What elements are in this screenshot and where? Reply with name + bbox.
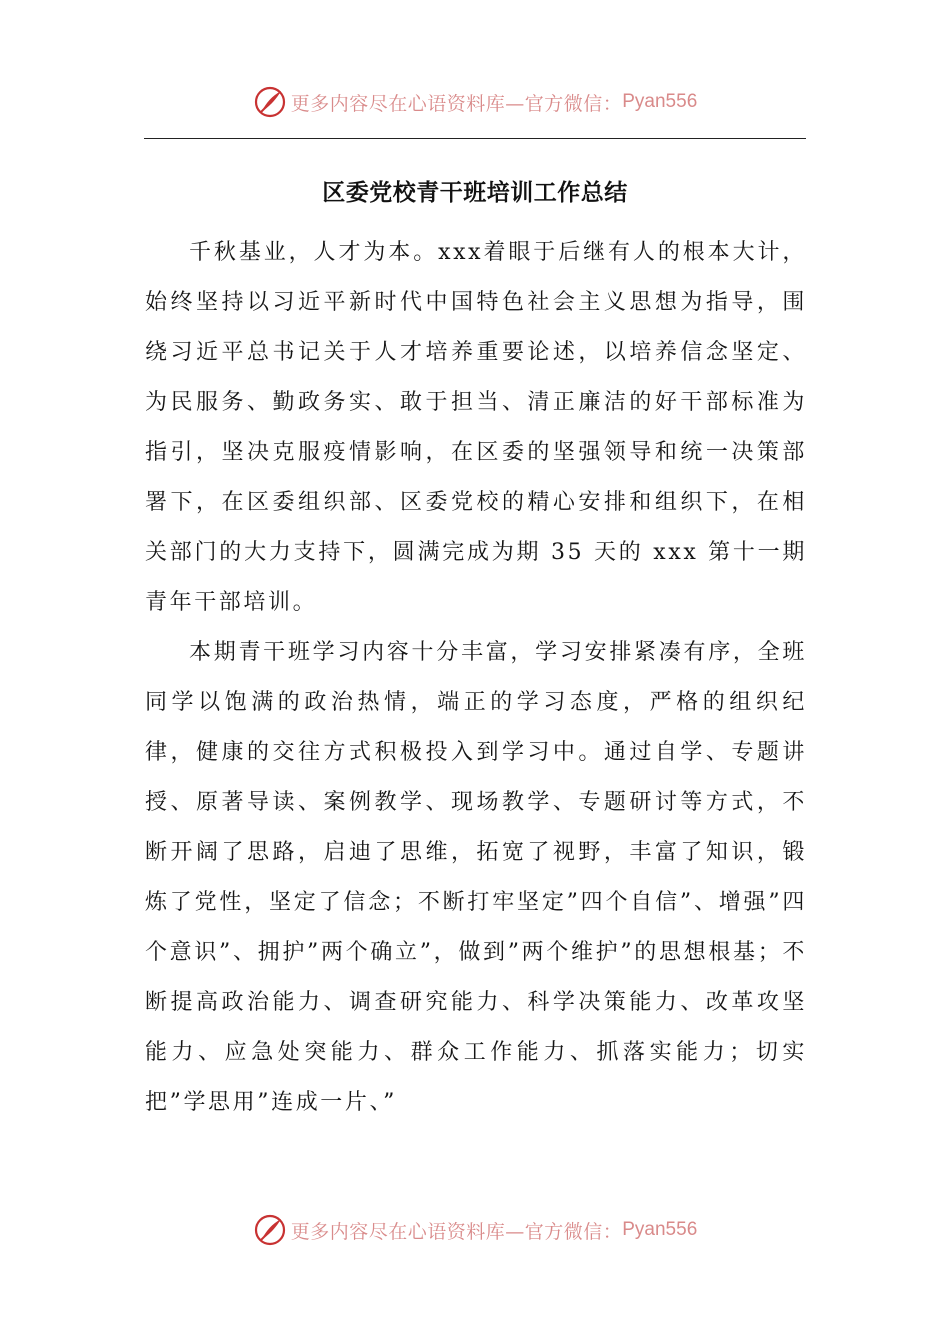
header-divider xyxy=(144,138,806,139)
watermark-handle: Pyan556 xyxy=(622,1219,698,1240)
quill-pen-logo-icon xyxy=(253,1213,287,1247)
document-body xyxy=(145,228,807,1128)
footer-watermark-banner xyxy=(0,1210,950,1250)
watermark-text: 更多内容尽在心语资料库—官方微信： xyxy=(290,1220,623,1243)
paragraph: 本期青干班学习内容十分丰富，学习安排紧凑有序，全班同学以饱满的政治热情，端正的学习态度，严格的组织纪律，健康的交往方式积极投入到学习中。通过自学、专题讲授、原著导读、案例教学、现场教学、专题研讨等方式，不断开阔了思路，启迪了思维，拓宽了视野，丰富了知识，锻炼了党性，坚定了信念；不断打牢坚定”四个自信”、增强”四个意识”、拥护”两个确立”，做到”两个维护”的思想根基；不断提高政治能力、调查研究能力、科学决策能力、改革攻坚能力、应急处突能力、群众工作能力、抓落实能力；切实把”学思用”连成一片、” xyxy=(145,640,807,1115)
paragraph: 千秋基业，人才为本。xxx着眼于后继有人的根本大计，始终坚持以习近平新时代中国特色社会主义思想为指导，围绕习近平总书记关于人才培养重要论述，以培养信念坚定、为民服务、勤政务实、敢于担当、清正廉洁的好干部标准为指引，坚决克服疫情影响，在区委的坚强领导和统一决策部署下，在区委组织部、区委党校的精心安排和组织下，在相关部门的大力支持下，圆满完成为期 35 天的 xxx 第十一期青年干部培训。 xyxy=(145,240,807,615)
watermark-handle: Pyan556 xyxy=(622,91,698,112)
quill-pen-logo-icon xyxy=(253,85,287,119)
watermark-text: 更多内容尽在心语资料库—官方微信： xyxy=(290,92,623,115)
header-watermark-banner xyxy=(0,82,950,122)
document-title: 区委党校青干班培训工作总结 xyxy=(322,180,628,206)
